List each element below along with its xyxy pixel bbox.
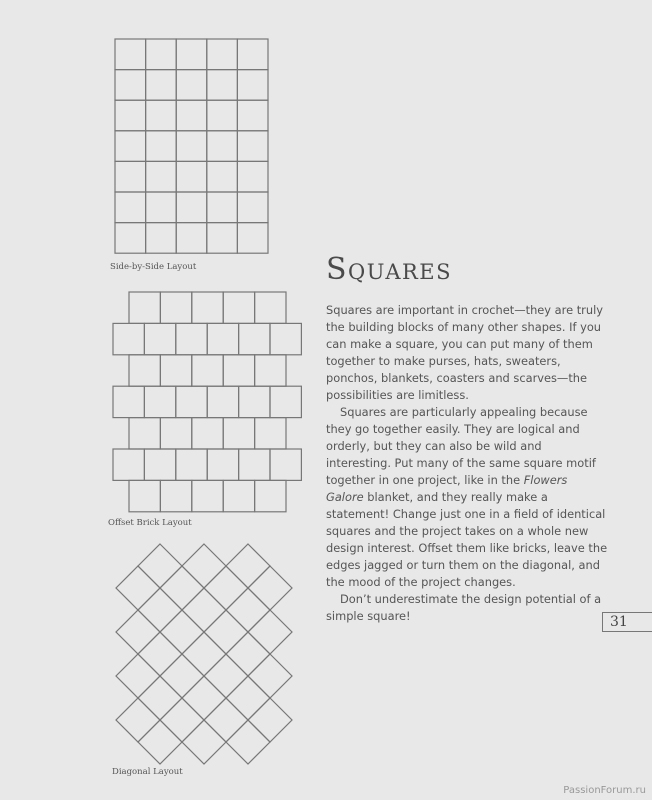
brick-square [223,355,254,386]
diamond-square [182,632,226,676]
grid-square [146,161,177,192]
watermark: PassionForum.ru [563,785,646,796]
brick-square [129,292,160,323]
brick-square [160,418,191,449]
grid-square [176,223,207,254]
brick-square [207,449,238,480]
diamond-square [248,566,292,610]
diamond-square [160,698,204,742]
diamond-square [116,654,160,698]
brick-square [255,355,286,386]
diamond-square [204,610,248,654]
grid-square [207,223,238,254]
brick-square [113,386,144,417]
grid-square [115,70,146,101]
diamond-square [248,610,292,654]
grid-square [146,70,177,101]
grid-square [237,100,268,131]
diamond-square [138,720,182,764]
brick-square [144,449,175,480]
paragraph-2: Squares are particularly appealing because they go together easily. They are logical and orderly, but they can also be wild and interesting. Put many of the same square motif together in one project, like in the Flowers Galore blanket, and they really make a statement! Change just one in a field of identical squares and the project takes on a whole new design interest. Offset them like bricks, leave the edges jagged or turn them on the diagonal, and the mood of the project changes. [326,405,608,589]
caption-offset-brick: Offset Brick Layout [108,518,192,528]
brick-square [270,386,301,417]
diamond-square [116,566,160,610]
brick-square [207,323,238,354]
diamond-square [160,610,204,654]
grid-square [146,131,177,162]
grid-square [207,192,238,223]
grid-square [237,39,268,70]
paragraph-1: Squares are important in crochet—they are truly the building blocks of many other shapes. If you can make a square, you can put many of them together to make purses, hats, sweaters, ponchos, blankets, coasters and scarves—the possibilities are limitless. [326,303,603,402]
diamond-square [226,588,270,632]
grid-square [207,161,238,192]
diamond-square [138,544,182,588]
grid-square [115,100,146,131]
brick-square [255,480,286,511]
diamond-square [182,588,226,632]
brick-square [270,449,301,480]
caption-diagonal: Diagonal Layout [112,767,183,777]
diamond-square [226,632,270,676]
grid-square [207,39,238,70]
page-number: 31 [602,612,652,632]
brick-square [160,355,191,386]
diamond-square [160,566,204,610]
grid-square [146,223,177,254]
brick-square [192,355,223,386]
grid-square [237,131,268,162]
offset-brick-diagram [113,292,301,512]
brick-square [192,480,223,511]
project-name: Flowers Galore [326,473,568,504]
grid-square [176,131,207,162]
diamond-square [116,610,160,654]
grid-square [146,39,177,70]
brick-square [129,355,160,386]
brick-square [160,480,191,511]
brick-square [129,418,160,449]
brick-square [223,418,254,449]
diamond-square [204,566,248,610]
diamond-square [226,676,270,720]
diamond-square [226,544,270,588]
grid-square [237,161,268,192]
grid-square [207,70,238,101]
diamond-square [182,544,226,588]
brick-square [207,386,238,417]
grid-square [207,100,238,131]
diamond-square [204,698,248,742]
diamond-square [138,588,182,632]
diamond-square [248,698,292,742]
brick-square [176,386,207,417]
grid-square [115,223,146,254]
body-text [326,302,608,625]
brick-square [239,449,270,480]
brick-square [255,418,286,449]
grid-square [146,100,177,131]
diamond-square [182,676,226,720]
paragraph-3: Don’t underestimate the design potential of a simple square! [326,592,602,623]
side-by-side-grid-diagram [115,39,268,253]
brick-square [192,292,223,323]
brick-square [255,292,286,323]
grid-square [237,70,268,101]
brick-square [239,323,270,354]
grid-square [115,39,146,70]
caption-side-by-side: Side-by-Side Layout [110,262,197,272]
brick-square [192,418,223,449]
brick-square [113,449,144,480]
diamond-square [138,632,182,676]
brick-square [129,480,160,511]
grid-square [146,192,177,223]
diamond-square [248,654,292,698]
grid-square [176,161,207,192]
grid-square [176,192,207,223]
brick-square [223,292,254,323]
diamond-square [160,654,204,698]
brick-square [160,292,191,323]
brick-square [239,386,270,417]
diagonal-layout-diagram [116,544,292,764]
diamond-square [226,720,270,764]
diamond-square [182,720,226,764]
brick-square [270,323,301,354]
section-title: Squares [326,252,453,287]
brick-square [223,480,254,511]
brick-square [144,323,175,354]
grid-square [176,100,207,131]
brick-square [144,386,175,417]
diamond-square [204,654,248,698]
diamond-square [116,698,160,742]
grid-square [237,223,268,254]
grid-square [207,131,238,162]
brick-square [113,323,144,354]
brick-square [176,323,207,354]
grid-square [237,192,268,223]
diamond-square [138,676,182,720]
grid-square [176,70,207,101]
brick-square [176,449,207,480]
grid-square [115,192,146,223]
grid-square [176,39,207,70]
grid-square [115,131,146,162]
grid-square [115,161,146,192]
